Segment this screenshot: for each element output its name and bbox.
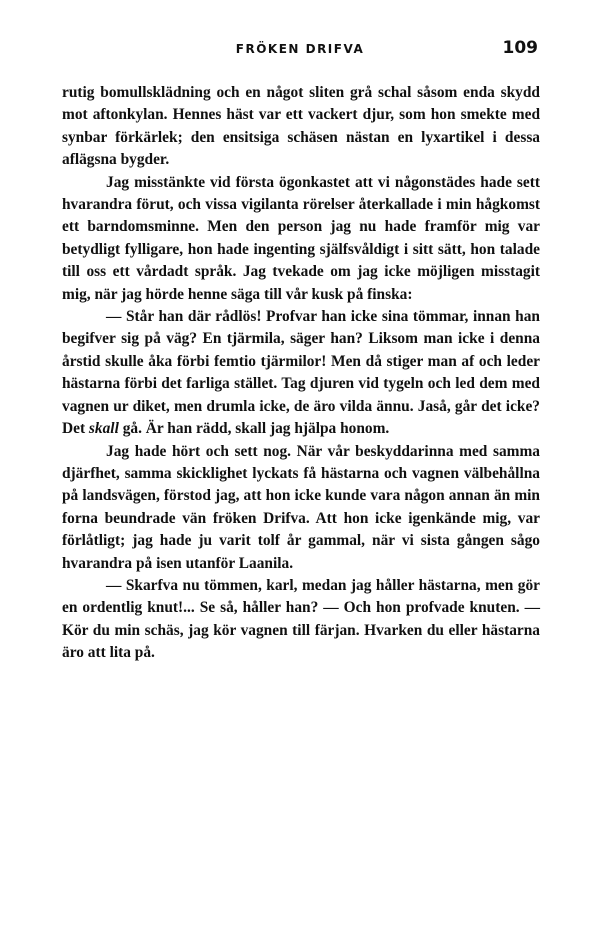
paragraph-3 (62, 306, 540, 440)
paragraph-1: rutig bomullsklädning och en något sliten grå schal såsom enda skydd mot aftonkylan. Hennes häst var ett vackert djur, som hon smekte med synbar förkärlek; den ensitsiga schäsen nästan en lyxartikel i dessa aflägsna bygder. (62, 84, 540, 169)
running-title: FRÖKEN DRIFVA (235, 42, 365, 56)
paragraph-5: — Skarfva nu tömmen, karl, medan jag håller hästarna, men gör en ordentlig knut!... Se så, håller han? — Och hon profvade knuten. — Kör du min schäs, jag kör vagnen till färjan. Hvarken du eller hästarna äro att lita på. (62, 576, 540, 662)
body-text (62, 82, 540, 665)
paragraph-2: Jag misstänkte vid första ögonkastet att vi någonstädes hade sett hvarandra förut, och vissa vigilanta rörelser återkallade i min hågkomst ett barndomsminne. Men den person jag nu hade framför mig var betydligt fylligare, hon hade ingenting själfsvåldigt i sitt sätt, hon talade till oss ett vårdadt språk. Jag tvekade om jag icke möjligen misstagit mig, när jag hörde henne säga till vår kusk på finska: (62, 173, 540, 303)
paragraph-3-text-before: — Står han där rådlös! Profvar han icke sina tömmar, innan han begifver sig på väg? En tjärmila, säger han? Liksom man icke i denna årstid skulle åka förbi femtio tjärmilor! Men då stiger man af och leder hästarna förbi det farliga stället. Tag djuren vid tygeln och led dem med vagnen ur diket, men drumla icke, de äro vilda ännu. Jaså, går det icke? Det (62, 308, 540, 438)
running-head (62, 40, 538, 64)
paragraph-4: Jag hade hört och sett nog. När vår beskyddarinna med samma djärfhet, samma skicklighet lyckats få hästarna och vagnen välbehållna på landsvägen, förstod jag, att hon icke kunde vara någon annan än min forna beundrade vän fröken Drifva. Att hon icke igenkände mig, var förlåtligt; jag hade ju varit tolf år gammal, när vi sista gången sågo hvarandra på isen utanför Laanila. (62, 442, 540, 572)
page-number: 109 (502, 38, 538, 58)
paragraph-3-text-after: gå. Är han rädd, skall jag hjälpa honom. (118, 420, 390, 438)
emphasized-word: skall (88, 420, 119, 438)
